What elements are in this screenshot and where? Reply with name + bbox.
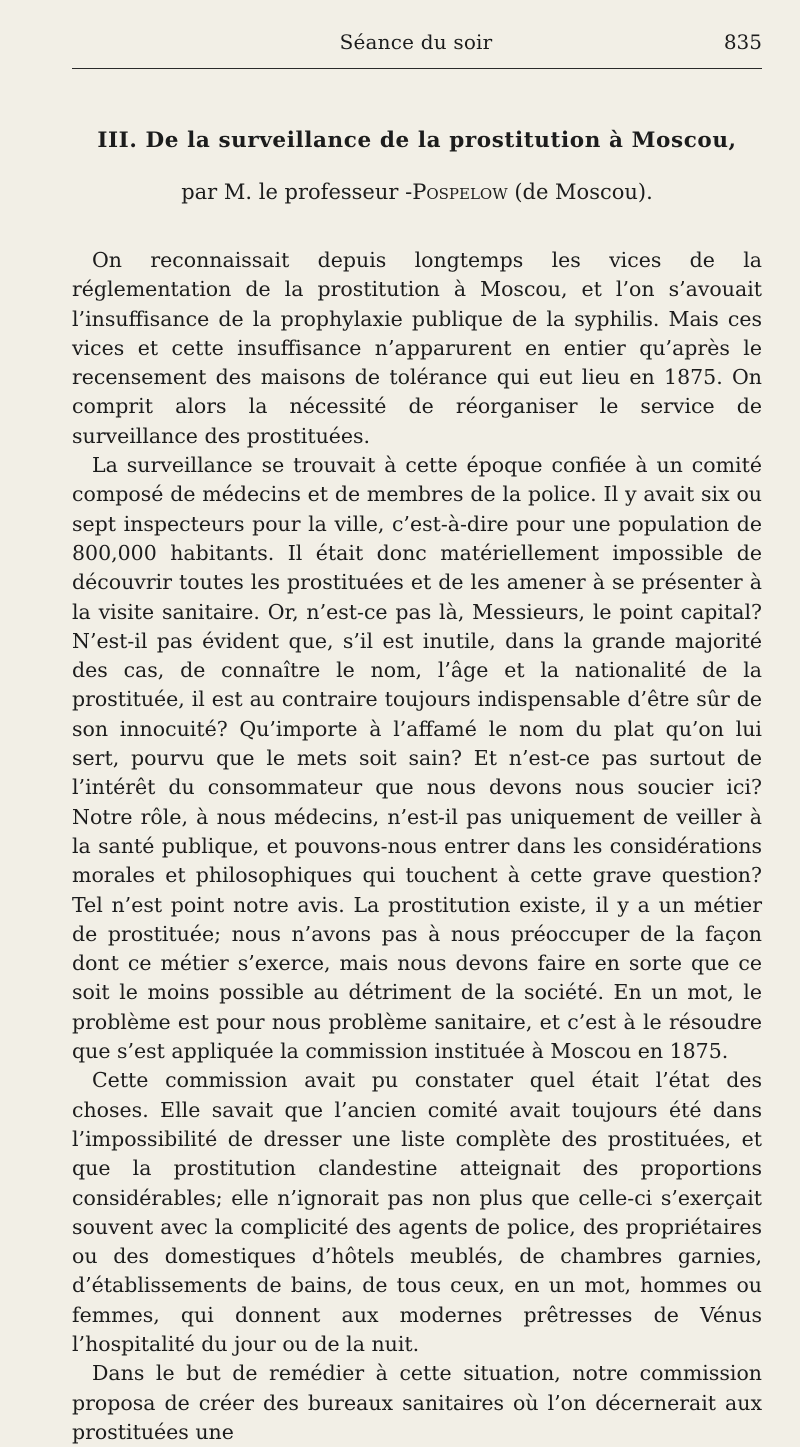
paragraph-1: On reconnaissait depuis longtemps les vices de la réglementation de la prostitution à Moscou, et l’on s’avouait l’insuffisance de la prophylaxie publique de la syphilis. Mais ces vices et cette insuffisance n’apparurent en entier qu’après le recensement des maisons de tolérance qui eut lieu en 1875. On comprit alors la nécessité de réorganiser le service de surveillance des prostituées. (72, 248, 762, 448)
byline-suffix: (de Moscou). (507, 180, 653, 204)
byline-author: -Pospelow (405, 180, 508, 204)
running-head: Séance du soir (339, 30, 493, 54)
page-number: 835 (723, 30, 762, 54)
page-header (70, 30, 762, 60)
paragraph-4: Dans le but de remédier à cette situation, notre commission proposa de créer des bureaux sanitaires où l’on décernerait aux prostituées une (72, 1361, 762, 1444)
article-title: III. De la surveillance de la prostitution à Moscou, (97, 128, 737, 153)
paragraph-3: Cette commission avait pu constater quel était l’état des choses. Elle savait que l’ancien comité avait toujours été dans l’impossibilité de dresser une liste complète des prostituées, et que la prostitution clandestine atteignait des proportions considérables; elle n’ignorait pas non plus que celle-ci s’exerçait souvent avec la complicité des agents de police, des propriétaires ou des domestiques d’hôtels meublés, de chambres garnies, d’établissements de bains, de tous ceux, en un mot, hommes ou femmes, qui donnent aux modernes prêtresses de Vénus l’hospitalité du jour ou de la nuit. (72, 1068, 762, 1356)
paragraph-2: La surveillance se trouvait à cette époque confiée à un comité composé de médecins et de membres de la police. Il y avait six ou sept inspecteurs pour la ville, c’est-à-dire pour une population de 800,000 habitants. Il était donc matériellement impossible de découvrir toutes les prostituées et de les amener à se présenter à la visite sanitaire. Or, n’est-ce pas là, Messieurs, le point capital? N’est-il pas évident que, s’il est inutile, dans la grande majorité des cas, de connaître le nom, l’âge et la nationalité de la prostituée, il est au contraire toujours indispensable d’être sûr de son innocuité? Qu’importe à l’affamé le nom du plat qu’on lui sert, pourvu que le mets soit sain? Et n’est-ce pas surtout de l’intérêt du consommateur que nous devons nous soucier ici? Notre rôle, à nous médecins, n’est-il pas uniquement de veiller à la santé publique, et pouvons-nous entrer dans les considérations morales et philosophiques qui touchent à cette grave question? Tel n’est point notre avis. La prostitution existe, il y a un métier de prostituée; nous n’avons pas à nous préoccuper de la façon dont ce métier s’exerce, mais nous devons faire en sorte que ce soit le moins possible au détriment de la société. En un mot, le problème est pour nous problème sanitaire, et c’est à le résoudre que s’est appliquée la commission instituée à Moscou en 1875. (72, 453, 762, 1064)
article-body (72, 246, 762, 1447)
article-byline (72, 180, 762, 204)
byline-prefix: par M. le professeur (181, 180, 406, 204)
header-rule (72, 68, 762, 69)
